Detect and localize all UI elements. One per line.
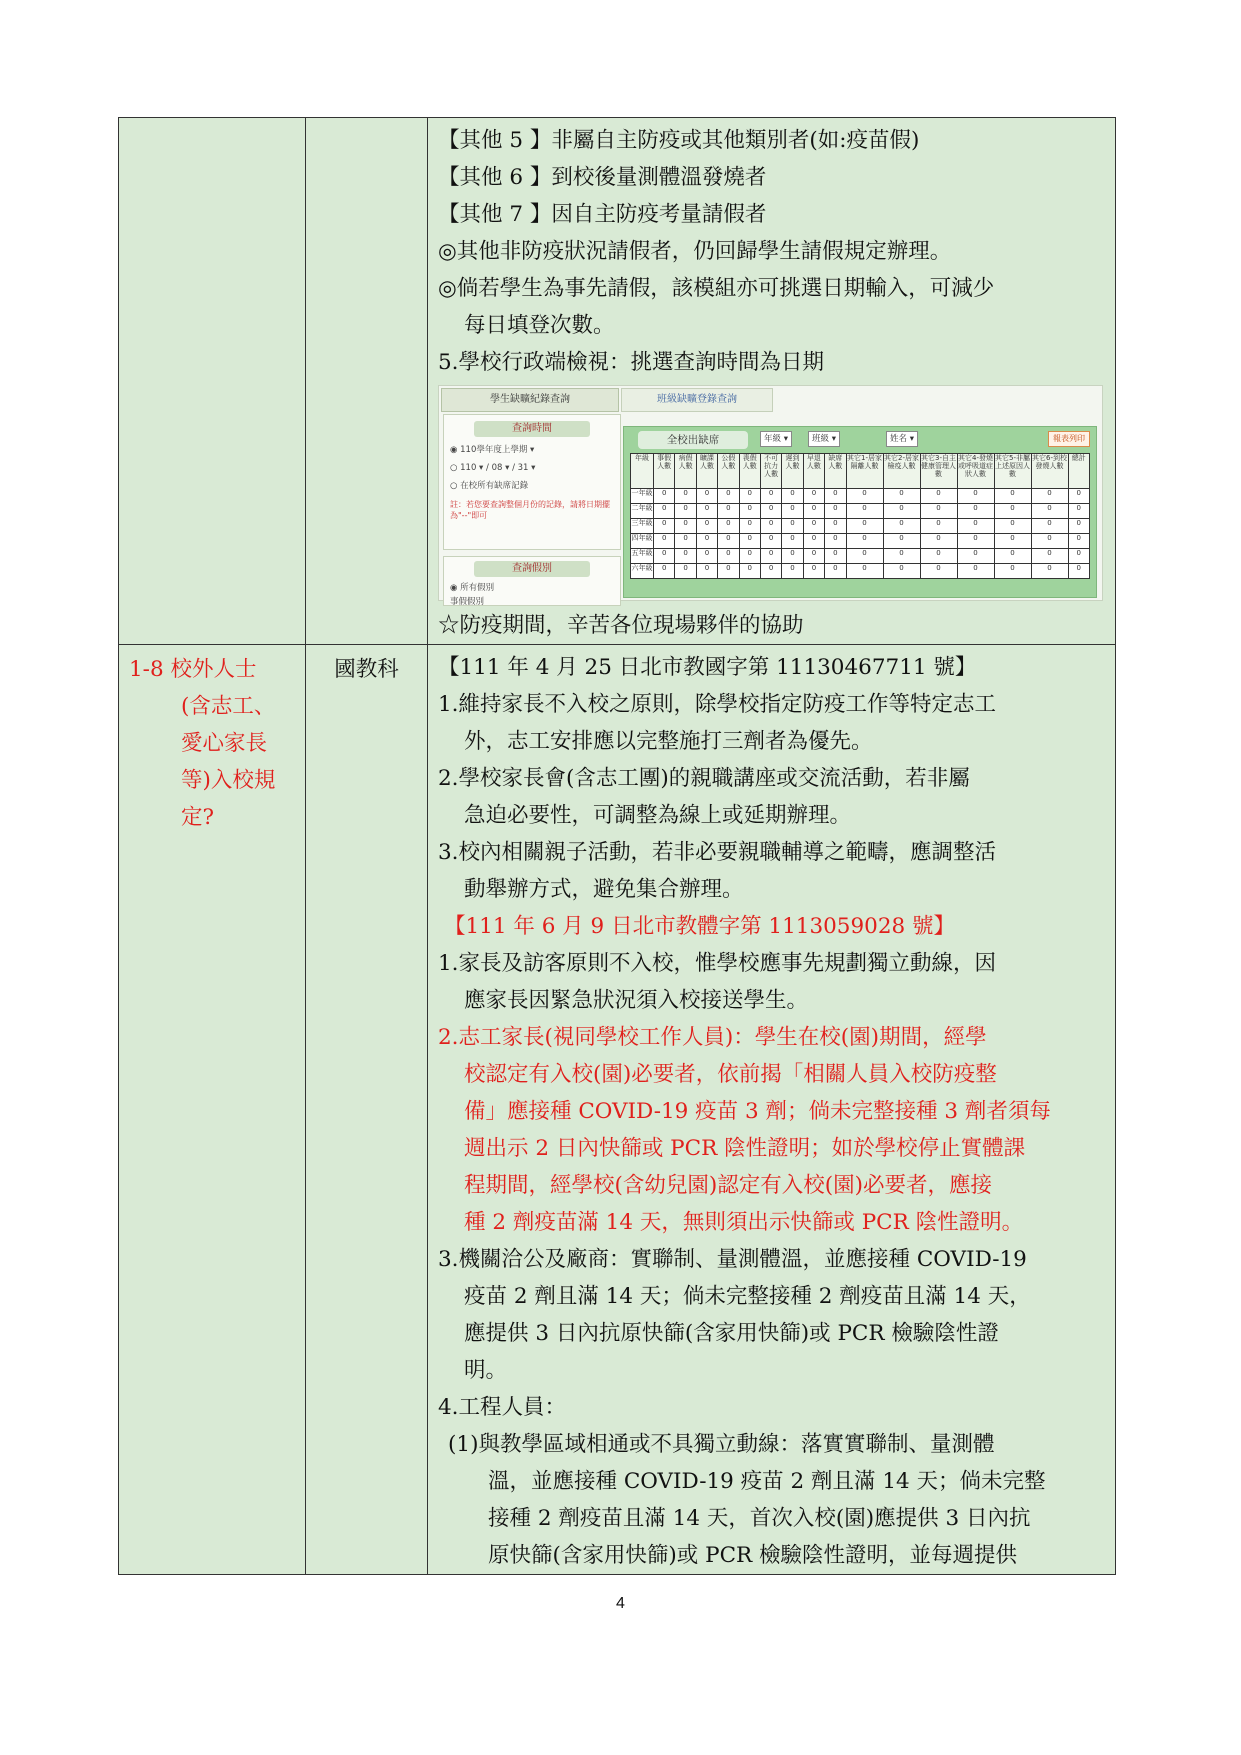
attendance-header-cell: 其它1-居家隔離人數 bbox=[846, 454, 883, 489]
department-cell-empty bbox=[306, 118, 428, 645]
doc2-item-4-sub: 原快篩(含家用快篩)或 PCR 檢驗陰性證明，並每週提供 bbox=[488, 1543, 1018, 1568]
attendance-header-cell: 其它5-非屬上述原因人數 bbox=[994, 454, 1031, 489]
attendance-cell: 三年級 bbox=[631, 519, 654, 534]
attendance-cell: 0 bbox=[718, 564, 739, 579]
attendance-cell: 0 bbox=[739, 534, 760, 549]
option-semester: ◉ 110學年度上學期 ▾ bbox=[450, 445, 535, 455]
doc2-item-3: 應提供 3 日內抗原快篩(含家用快篩)或 PCR 檢驗陰性證 bbox=[464, 1321, 999, 1346]
content-table bbox=[118, 117, 1116, 1575]
attendance-cell: 0 bbox=[654, 519, 675, 534]
attendance-cell: 0 bbox=[696, 489, 717, 504]
attendance-cell: 0 bbox=[760, 489, 781, 504]
attendance-row bbox=[631, 519, 1090, 534]
attendance-cell: 0 bbox=[846, 504, 883, 519]
attendance-cell: 0 bbox=[825, 534, 846, 549]
tab-class-absence-query: 班級缺曠登錄查詢 bbox=[621, 388, 773, 412]
attendance-cell: 0 bbox=[883, 504, 920, 519]
attendance-cell: 0 bbox=[883, 489, 920, 504]
doc2-item-4-sub: 接種 2 劑疫苗且滿 14 天，首次入校(園)應提供 3 日內抗 bbox=[488, 1506, 1031, 1531]
attendance-cell: 0 bbox=[957, 564, 994, 579]
attendance-row bbox=[631, 549, 1090, 564]
option-all-records: ○ 在校所有缺席記錄 bbox=[450, 481, 529, 491]
option-all-types: ◉ 所有假別 bbox=[450, 583, 495, 593]
doc2-item-1: 應家長因緊急狀況須入校接送學生。 bbox=[464, 988, 809, 1013]
attendance-cell: 五年級 bbox=[631, 549, 654, 564]
attendance-row bbox=[631, 534, 1090, 549]
attendance-row bbox=[631, 489, 1090, 504]
name-select: 姓名 ▾ bbox=[886, 431, 918, 447]
attendance-cell: 0 bbox=[803, 534, 824, 549]
doc2-item-3: 疫苗 2 劑且滿 14 天；倘未完整接種 2 劑疫苗且滿 14 天， bbox=[464, 1284, 1031, 1309]
attendance-cell: 0 bbox=[1031, 489, 1068, 504]
doc2-item-4-sub: (1)與教學區域相通或不具獨立動線：落實實聯制、量測體 bbox=[448, 1432, 995, 1457]
attendance-cell: 0 bbox=[675, 504, 696, 519]
doc2-item-2: 2.志工家長(視同學校工作人員)：學生在校(園)期間，經學 bbox=[438, 1025, 987, 1050]
attendance-cell: 0 bbox=[1068, 504, 1089, 519]
attendance-cell: 0 bbox=[739, 564, 760, 579]
attendance-cell: 0 bbox=[920, 564, 957, 579]
radio-icon: ○ bbox=[450, 463, 461, 473]
attendance-header-cell: 喪假人數 bbox=[739, 454, 760, 489]
attendance-cell: 0 bbox=[654, 549, 675, 564]
print-report-button: 報表列印 bbox=[1048, 431, 1090, 447]
attendance-cell: 0 bbox=[696, 504, 717, 519]
attendance-header-row bbox=[631, 454, 1090, 489]
query-note: 註：若您要查詢整個月份的記錄，請將日期擺為"--"即可 bbox=[450, 500, 610, 520]
attendance-cell: 0 bbox=[920, 504, 957, 519]
attendance-cell: 0 bbox=[1031, 549, 1068, 564]
attendance-cell: 0 bbox=[782, 504, 803, 519]
attendance-header-cell: 其它6-到校發燒人數 bbox=[1031, 454, 1068, 489]
attendance-cell: 0 bbox=[920, 534, 957, 549]
attendance-row bbox=[631, 504, 1090, 519]
doc2-item-4-sub: 溫，並應接種 COVID-19 疫苗 2 劑且滿 14 天；倘未完整 bbox=[488, 1469, 1046, 1494]
attendance-cell: 0 bbox=[782, 519, 803, 534]
question-line: 等)入校規 bbox=[181, 768, 276, 793]
attendance-header-cell: 早退人數 bbox=[803, 454, 824, 489]
attendance-cell: 0 bbox=[994, 489, 1031, 504]
attendance-row bbox=[631, 564, 1090, 579]
radio-icon: ○ bbox=[450, 481, 461, 491]
attendance-header-cell: 曠課人數 bbox=[696, 454, 717, 489]
attendance-cell: 0 bbox=[718, 519, 739, 534]
attendance-cell: 0 bbox=[883, 549, 920, 564]
attendance-cell: 四年級 bbox=[631, 534, 654, 549]
attendance-header-cell: 其它4-發燒或呼吸道症狀人數 bbox=[957, 454, 994, 489]
text-line: 【其他 7 】因自主防疫考量請假者 bbox=[438, 202, 767, 227]
attendance-cell: 0 bbox=[675, 489, 696, 504]
query-type-title: 查詢假別 bbox=[474, 561, 590, 577]
attendance-cell: 二年級 bbox=[631, 504, 654, 519]
attendance-cell: 0 bbox=[739, 519, 760, 534]
question-cell-empty bbox=[119, 118, 306, 645]
attendance-cell: 0 bbox=[739, 549, 760, 564]
attendance-cell: 0 bbox=[883, 519, 920, 534]
query-time-title: 查詢時間 bbox=[474, 421, 590, 437]
attendance-cell: 六年級 bbox=[631, 564, 654, 579]
table-row-continued bbox=[119, 118, 1116, 645]
content-cell-continued bbox=[428, 118, 1116, 645]
attendance-cell: 0 bbox=[760, 549, 781, 564]
attendance-cell: 0 bbox=[994, 549, 1031, 564]
table-row-1-8 bbox=[119, 645, 1116, 1575]
attendance-cell: 0 bbox=[920, 519, 957, 534]
attendance-cell: 0 bbox=[883, 534, 920, 549]
doc2-item-2: 校認定有入校(園)必要者，依前揭「相關人員入校防疫整 bbox=[464, 1062, 997, 1087]
attendance-cell: 0 bbox=[994, 504, 1031, 519]
attendance-cell: 0 bbox=[782, 564, 803, 579]
radio-checked-icon: ◉ bbox=[450, 445, 461, 455]
attendance-cell: 0 bbox=[825, 564, 846, 579]
attendance-cell: 0 bbox=[957, 549, 994, 564]
doc1-item: 動舉辦方式，避免集合辦理。 bbox=[464, 877, 744, 902]
doc2-item-1: 1.家長及訪客原則不入校，惟學校應事先規劃獨立動線，因 bbox=[438, 951, 997, 976]
attendance-header-cell: 公假人數 bbox=[718, 454, 739, 489]
attendance-cell: 0 bbox=[739, 504, 760, 519]
attendance-cell: 0 bbox=[1031, 534, 1068, 549]
attendance-cell: 0 bbox=[654, 534, 675, 549]
attendance-panel bbox=[623, 426, 1097, 598]
attendance-cell: 0 bbox=[696, 564, 717, 579]
text-line: 【其他 5 】非屬自主防疫或其他類別者(如:疫苗假) bbox=[438, 128, 920, 153]
attendance-cell: 0 bbox=[803, 564, 824, 579]
question-line: (含志工、 bbox=[181, 694, 276, 719]
attendance-cell: 0 bbox=[957, 504, 994, 519]
attendance-cell: 0 bbox=[846, 564, 883, 579]
attendance-cell: 0 bbox=[994, 519, 1031, 534]
text-line: 5.學校行政端檢視：挑選查詢時間為日期 bbox=[438, 350, 825, 375]
doc2-item-2: 週出示 2 日內快篩或 PCR 陰性證明；如於學校停止實體課 bbox=[464, 1136, 1026, 1161]
query-time-panel bbox=[443, 414, 621, 550]
attendance-cell: 0 bbox=[718, 549, 739, 564]
doc1-header: 【111 年 4 月 25 日北市教國字第 11130467711 號】 bbox=[438, 655, 977, 680]
attendance-cell: 0 bbox=[994, 534, 1031, 549]
attendance-cell: 0 bbox=[825, 504, 846, 519]
attendance-cell: 0 bbox=[1031, 519, 1068, 534]
doc1-item: 1.維持家長不入校之原則，除學校指定防疫工作等特定志工 bbox=[438, 692, 997, 717]
question-line: 愛心家長 bbox=[181, 731, 268, 756]
attendance-table bbox=[630, 453, 1090, 579]
attendance-cell: 0 bbox=[696, 534, 717, 549]
radio-checked-icon: ◉ bbox=[450, 583, 461, 593]
attendance-cell: 0 bbox=[846, 534, 883, 549]
attendance-cell: 0 bbox=[760, 519, 781, 534]
attendance-cell: 0 bbox=[846, 489, 883, 504]
attendance-cell: 0 bbox=[825, 549, 846, 564]
query-type-panel bbox=[443, 556, 621, 606]
text-line: 【其他 6 】到校後量測體溫發燒者 bbox=[438, 165, 767, 190]
attendance-cell: 0 bbox=[782, 549, 803, 564]
content-cell bbox=[428, 645, 1116, 1575]
attendance-cell: 0 bbox=[782, 534, 803, 549]
attendance-cell: 0 bbox=[739, 489, 760, 504]
attendance-cell: 0 bbox=[654, 504, 675, 519]
doc2-item-2: 備」應接種 COVID-19 疫苗 3 劑；倘未完整接種 3 劑者須每 bbox=[464, 1099, 1051, 1124]
attendance-header-cell: 事假人數 bbox=[654, 454, 675, 489]
attendance-title: 全校出缺席 bbox=[638, 431, 748, 449]
attendance-cell: 0 bbox=[846, 519, 883, 534]
attendance-cell: 0 bbox=[1068, 519, 1089, 534]
doc2-item-3: 3.機關洽公及廠商：實聯制、量測體溫，並應接種 COVID-19 bbox=[438, 1247, 1027, 1272]
attendance-cell: 0 bbox=[957, 489, 994, 504]
attendance-cell: 0 bbox=[1068, 489, 1089, 504]
attendance-header-cell: 遲到人數 bbox=[782, 454, 803, 489]
attendance-cell: 0 bbox=[883, 564, 920, 579]
attendance-header-cell: 其它2-居家檢疫人數 bbox=[883, 454, 920, 489]
attendance-cell: 0 bbox=[803, 519, 824, 534]
doc1-item: 急迫必要性，可調整為線上或延期辦理。 bbox=[464, 803, 852, 828]
doc2-item-2: 種 2 劑疫苗滿 14 天，無則須出示快篩或 PCR 陰性證明。 bbox=[464, 1210, 1024, 1235]
question-line: 定? bbox=[181, 805, 215, 830]
attendance-cell: 0 bbox=[825, 519, 846, 534]
attendance-header-cell: 病假人數 bbox=[675, 454, 696, 489]
attendance-cell: 0 bbox=[675, 534, 696, 549]
text-line: 每日填登次數。 bbox=[464, 313, 615, 338]
attendance-cell: 一年級 bbox=[631, 489, 654, 504]
attendance-cell: 0 bbox=[994, 564, 1031, 579]
attendance-cell: 0 bbox=[654, 489, 675, 504]
attendance-cell: 0 bbox=[718, 504, 739, 519]
attendance-cell: 0 bbox=[760, 564, 781, 579]
question-line: 1-8 校外人士 bbox=[129, 657, 257, 682]
attendance-cell: 0 bbox=[825, 489, 846, 504]
attendance-cell: 0 bbox=[803, 489, 824, 504]
attendance-cell: 0 bbox=[654, 564, 675, 579]
attendance-cell: 0 bbox=[760, 504, 781, 519]
attendance-cell: 0 bbox=[696, 549, 717, 564]
attendance-cell: 0 bbox=[1031, 564, 1068, 579]
grade-select: 年級 ▾ bbox=[760, 431, 792, 447]
attendance-cell: 0 bbox=[760, 534, 781, 549]
option-date: ○ 110 ▾ / 08 ▾ / 31 ▾ bbox=[450, 463, 536, 473]
attendance-cell: 0 bbox=[782, 489, 803, 504]
department-name: 國教科 bbox=[334, 657, 399, 682]
attendance-cell: 0 bbox=[920, 489, 957, 504]
doc1-item: 2.學校家長會(含志工團)的親職講座或交流活動，若非屬 bbox=[438, 766, 970, 791]
attendance-header-cell: 不可抗力人數 bbox=[760, 454, 781, 489]
question-cell bbox=[119, 645, 306, 1575]
attendance-cell: 0 bbox=[1068, 534, 1089, 549]
attendance-cell: 0 bbox=[1068, 549, 1089, 564]
doc2-header: 【111 年 6 月 9 日北市教體字第 1113059028 號】 bbox=[444, 914, 956, 939]
option-more-types: 事假假別 bbox=[450, 597, 485, 607]
attendance-cell: 0 bbox=[957, 534, 994, 549]
attendance-cell: 0 bbox=[675, 564, 696, 579]
attendance-header-cell: 年級 bbox=[631, 454, 654, 489]
doc1-item: 3.校內相關親子活動，若非必要親職輔導之範疇，應調整活 bbox=[438, 840, 997, 865]
attendance-cell: 0 bbox=[803, 504, 824, 519]
attendance-header-cell: 其它3-自主健康管理人數 bbox=[920, 454, 957, 489]
attendance-cell: 0 bbox=[718, 534, 739, 549]
text-line: ◎倘若學生為事先請假，該模組亦可挑選日期輸入，可減少 bbox=[438, 276, 995, 301]
doc2-item-3: 明。 bbox=[464, 1358, 508, 1383]
attendance-cell: 0 bbox=[1068, 564, 1089, 579]
embedded-screenshot bbox=[438, 385, 1103, 607]
attendance-cell: 0 bbox=[718, 489, 739, 504]
attendance-cell: 0 bbox=[696, 519, 717, 534]
attendance-cell: 0 bbox=[846, 549, 883, 564]
attendance-cell: 0 bbox=[957, 519, 994, 534]
department-cell bbox=[306, 645, 428, 1575]
attendance-cell: 0 bbox=[803, 549, 824, 564]
attendance-cell: 0 bbox=[1031, 504, 1068, 519]
tab-student-absence-query: 學生缺曠紀錄查詢 bbox=[441, 388, 619, 412]
doc2-item-2: 程期間，經學校(含幼兒園)認定有入校(園)必要者，應接 bbox=[464, 1173, 993, 1198]
page-number: 4 bbox=[616, 1595, 625, 1612]
class-select: 班級 ▾ bbox=[808, 431, 840, 447]
attendance-header-cell: 總計 bbox=[1068, 454, 1089, 489]
caption-text: ☆防疫期間，辛苦各位現場夥伴的協助 bbox=[438, 613, 804, 638]
text-line: ◎其他非防疫狀況請假者，仍回歸學生請假規定辦理。 bbox=[438, 239, 952, 264]
attendance-header-cell: 缺席人數 bbox=[825, 454, 846, 489]
attendance-cell: 0 bbox=[675, 549, 696, 564]
doc1-item: 外，志工安排應以完整施打三劑者為優先。 bbox=[464, 729, 873, 754]
attendance-cell: 0 bbox=[920, 549, 957, 564]
attendance-cell: 0 bbox=[675, 519, 696, 534]
doc2-item-4-title: 4.工程人員： bbox=[438, 1395, 567, 1420]
